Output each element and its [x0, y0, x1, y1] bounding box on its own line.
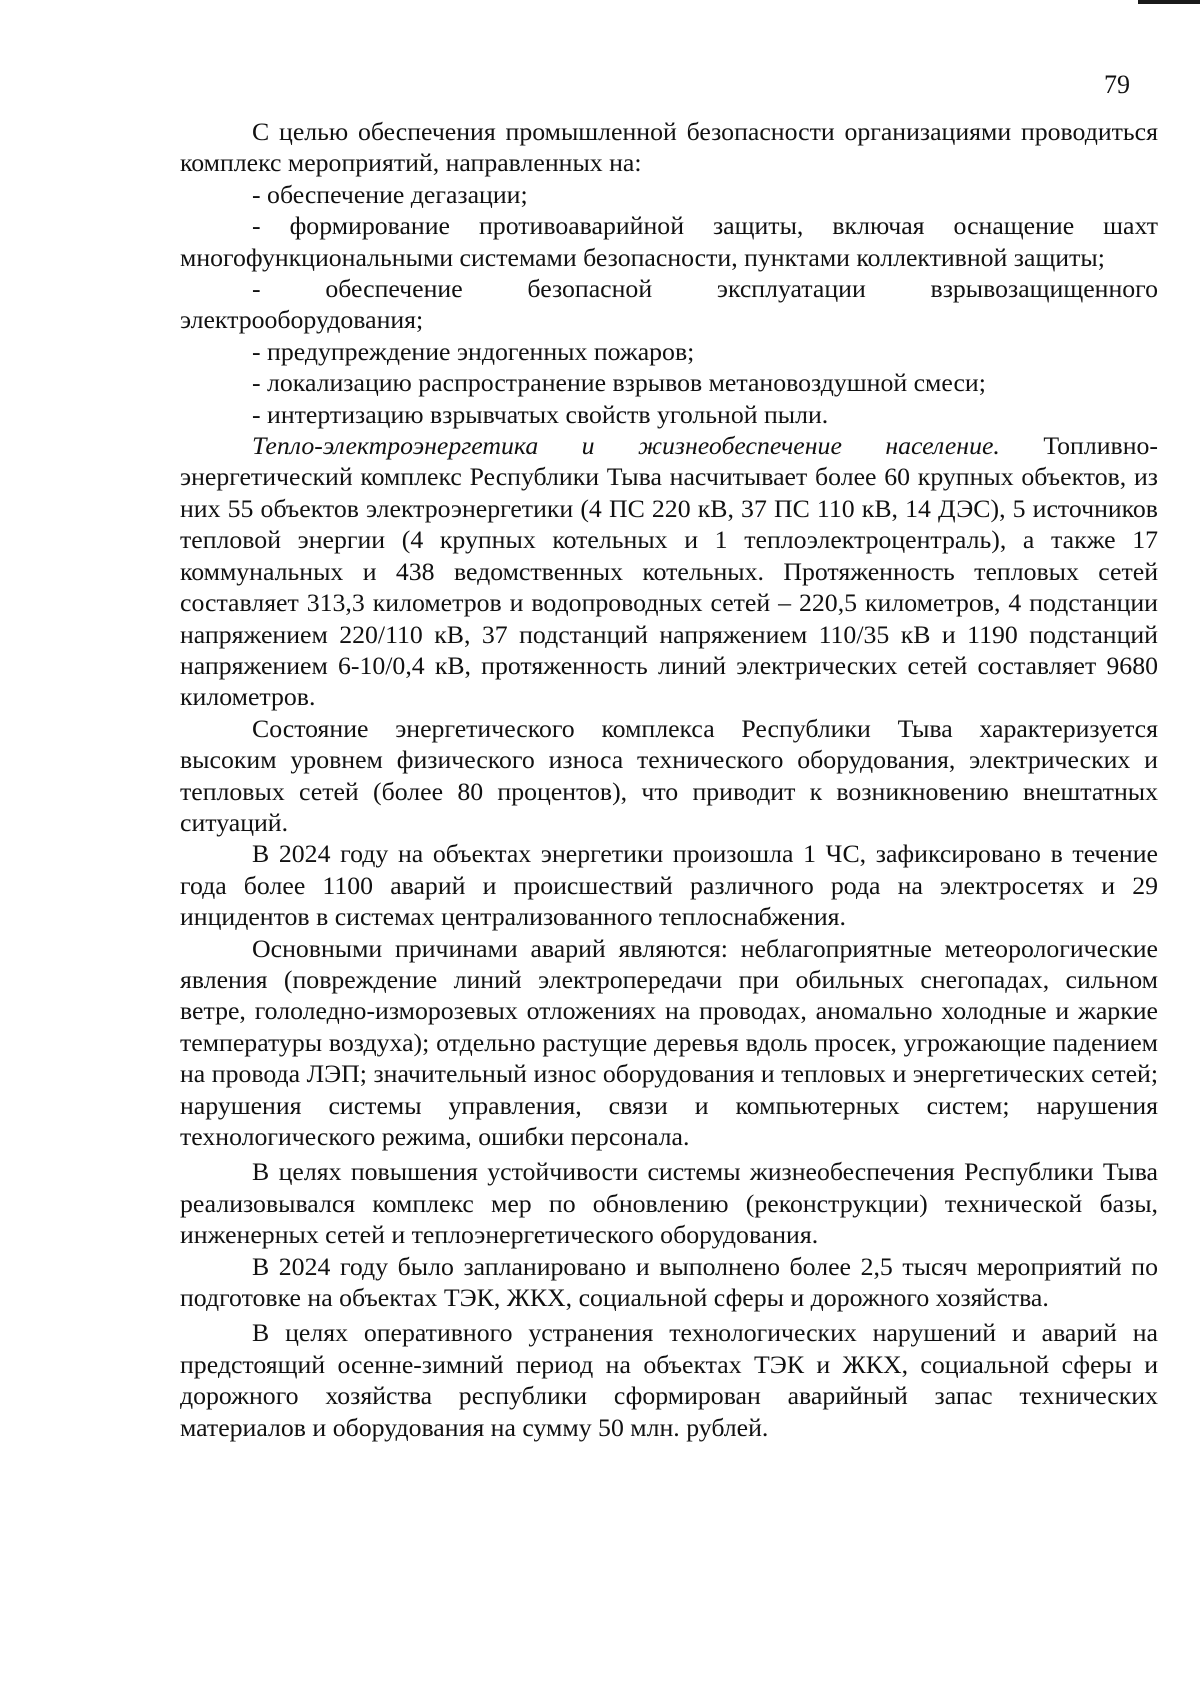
list-item-dust-inertization: - интертизацию взрывчатых свойств угольной пыли. — [252, 399, 829, 429]
body-paragraph: В 2024 году на объектах энергетики произошла 1 ЧС, зафиксировано в течение года более 1100 аварий и происшествий различного рода на электросетях и 29 инцидентов в системах централизованного теплоснабжения. — [180, 839, 1158, 932]
intro-paragraph: С целью обеспечения промышленной безопасности организациями проводиться комплекс мероприятий, направленных на: — [180, 117, 1158, 178]
list-item-explosion-localization: - локализацию распространение взрывов метановоздушной смеси; — [252, 368, 986, 398]
list-item-emergency-protection: - формирование противоаварийной защиты, включая оснащение шахт многофункциональными системами безопасности, пунктами коллективной защиты; — [180, 211, 1158, 272]
energy-heading: Тепло-электроэнергетика и жизнеобеспечение население. — [252, 431, 1000, 461]
document-body — [180, 116, 1158, 1443]
body-paragraph: В целях повышения устойчивости системы жизнеобеспечения Республики Тыва реализовывался комплекс мер по обновлению (реконструкции) технической базы, инженерных сетей и теплоэнергетического оборудования. — [180, 1157, 1158, 1250]
list-item-fire-prevention: - предупреждение эндогенных пожаров; — [252, 336, 695, 366]
list-item-degassing: - обеспечение дегазации; — [252, 179, 528, 209]
page-number: 79 — [1104, 70, 1130, 99]
body-paragraph: Основными причинами аварий являются: неблагоприятные метеорологические явления (повреждение линий электропередачи при обильных снегопадах, сильном ветре, гололедно-изморозевых отложениях на проводах, аномально холодные и жаркие температуры воздуха); отдельно растущие деревья вдоль просек, угрожающие падением на провода ЛЭП; значительный износ оборудования и тепловых и энергетических сетей; нарушения системы управления, связи и компьютерных систем; нарушения технологического режима, ошибки персонала. — [180, 933, 1158, 1151]
list-item-explosion-proof-equipment: - обеспечение безопасной эксплуатации взрывозащищенного электрооборудования; — [180, 274, 1158, 335]
body-paragraph: Состояние энергетического комплекса Республики Тыва характеризуется высоким уровнем физического износа технического оборудования, электрических и тепловых сетей (более 80 процентов), что приводит к возникновению внештатных ситуаций. — [180, 713, 1158, 837]
scan-edge-mark — [1138, 0, 1200, 4]
energy-text: Топливно-энергетический комплекс Республики Тыва насчитывает более 60 крупных объектов, из них 55 объектов электроэнергетики (4 ПС 220 кВ, 37 ПС 110 кВ, 14 ДЭС), 5 источников тепловой энергии (4 крупных котельных и 1 теплоэлектроцентраль), а также 17 коммунальных и 438 ведомственных котельных. Протяженность тепловых сетей составляет 313,3 километров и водопроводных сетей – 220,5 километров, 4 подстанции напряжением 220/110 кВ, 37 подстанций напряжением 110/35 кВ и 1190 подстанций напряжением 6-10/0,4 кВ, протяженность линий электрических сетей составляет 9680 километров. — [180, 431, 1159, 712]
body-paragraph: В 2024 году было запланировано и выполнено более 2,5 тысяч мероприятий по подготовке на объектах ТЭК, ЖКХ, социальной сферы и дорожного хозяйства. — [180, 1251, 1158, 1313]
energy-paragraph — [180, 430, 1158, 713]
body-paragraph: В целях оперативного устранения технологических нарушений и аварий на предстоящий осенне-зимний период на объектах ТЭК и ЖКХ, социальной сферы и дорожного хозяйства республики сформирован аварийный запас технических материалов и оборудования на сумму 50 млн. рублей. — [180, 1318, 1158, 1442]
